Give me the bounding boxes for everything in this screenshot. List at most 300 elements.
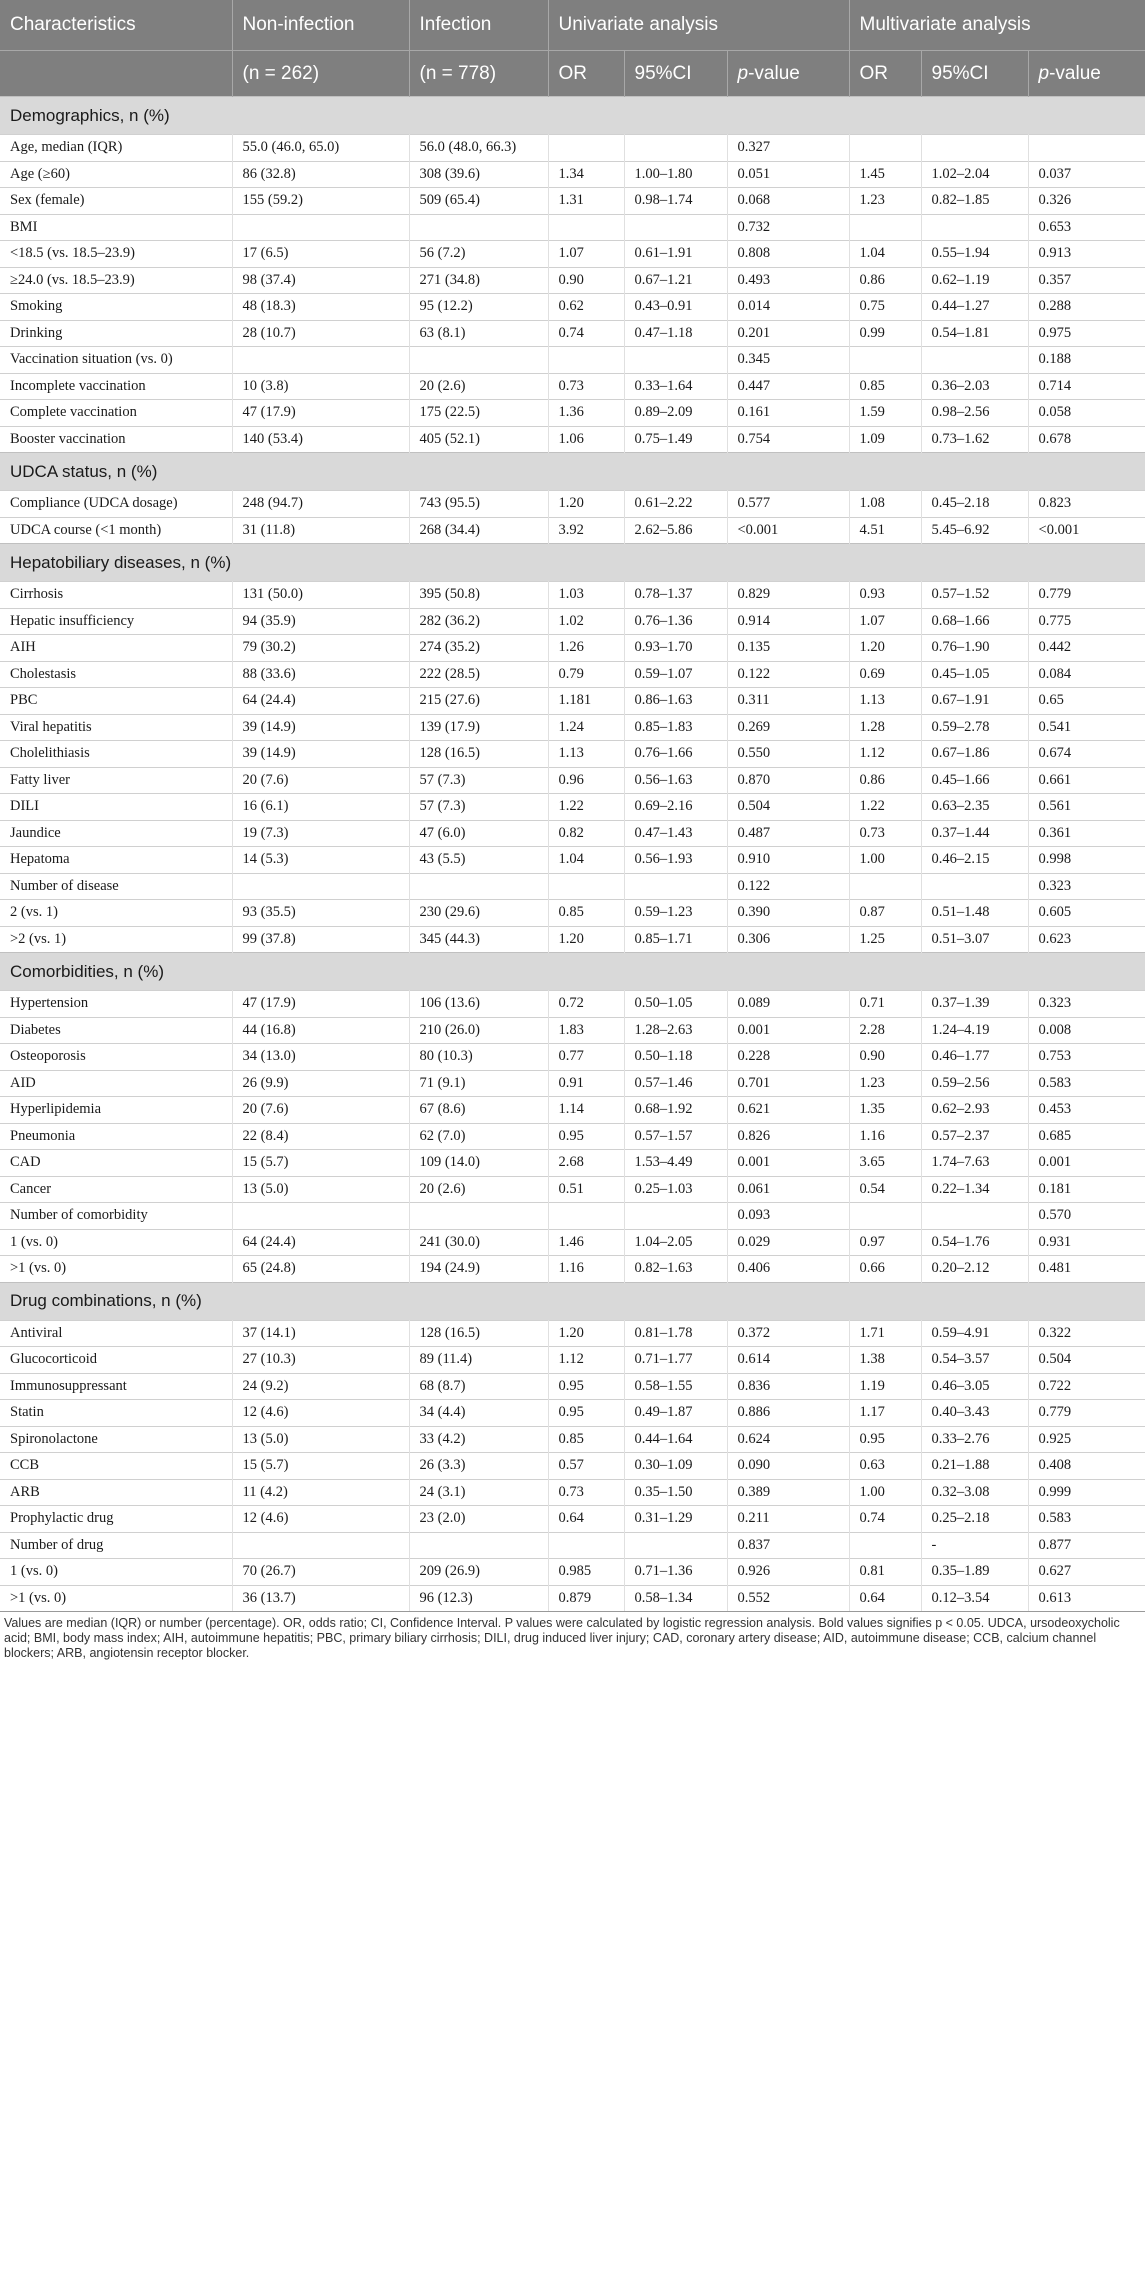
- cell-uni-ci: 0.86–1.63: [624, 688, 727, 715]
- cell-multi-ci: 0.62–2.93: [921, 1097, 1028, 1124]
- cell-non-infection: 140 (53.4): [232, 426, 409, 453]
- cell-uni-ci: 0.78–1.37: [624, 582, 727, 609]
- cell-uni-or: 0.85: [548, 1426, 624, 1453]
- cell-non-infection: 155 (59.2): [232, 188, 409, 215]
- cell-characteristic: CAD: [0, 1150, 232, 1177]
- cell-uni-or: [548, 135, 624, 162]
- cell-characteristic: Prophylactic drug: [0, 1506, 232, 1533]
- cell-multi-pvalue: 0.877: [1028, 1532, 1145, 1559]
- cell-uni-or: 1.16: [548, 1256, 624, 1283]
- cell-non-infection: 22 (8.4): [232, 1123, 409, 1150]
- table-row: [0, 1453, 1145, 1480]
- cell-multi-pvalue: 0.779: [1028, 1400, 1145, 1427]
- cell-multi-pvalue: 0.541: [1028, 714, 1145, 741]
- cell-multi-pvalue: 0.605: [1028, 900, 1145, 927]
- cell-infection: 509 (65.4): [409, 188, 548, 215]
- header-infection: Infection: [409, 0, 548, 51]
- cell-uni-ci: 0.58–1.34: [624, 1585, 727, 1611]
- cell-multi-ci: [921, 214, 1028, 241]
- cell-multi-pvalue: 0.653: [1028, 214, 1145, 241]
- cell-multi-or: 1.35: [849, 1097, 921, 1124]
- cell-non-infection: 10 (3.8): [232, 373, 409, 400]
- cell-multi-pvalue: 0.753: [1028, 1044, 1145, 1071]
- cell-uni-ci: 0.58–1.55: [624, 1373, 727, 1400]
- cell-non-infection: 17 (6.5): [232, 241, 409, 268]
- cell-uni-ci: 0.61–1.91: [624, 241, 727, 268]
- section-title: UDCA status, n (%): [0, 453, 1145, 491]
- cell-multi-ci: 0.82–1.85: [921, 188, 1028, 215]
- cell-multi-pvalue: 0.674: [1028, 741, 1145, 768]
- cell-non-infection: 34 (13.0): [232, 1044, 409, 1071]
- cell-multi-or: 1.45: [849, 161, 921, 188]
- cell-multi-ci: 0.46–3.05: [921, 1373, 1028, 1400]
- cell-multi-pvalue: 0.931: [1028, 1229, 1145, 1256]
- table-row: [0, 635, 1145, 662]
- cell-uni-or: 1.34: [548, 161, 624, 188]
- cell-uni-ci: 0.49–1.87: [624, 1400, 727, 1427]
- cell-multi-ci: 0.62–1.19: [921, 267, 1028, 294]
- cell-uni-or: 0.91: [548, 1070, 624, 1097]
- cell-characteristic: <18.5 (vs. 18.5–23.9): [0, 241, 232, 268]
- cell-multi-ci: 0.35–1.89: [921, 1559, 1028, 1586]
- table-row: [0, 1017, 1145, 1044]
- table-row: [0, 926, 1145, 953]
- section-header: [0, 544, 1145, 582]
- cell-characteristic: Complete vaccination: [0, 400, 232, 427]
- cell-uni-ci: [624, 135, 727, 162]
- cell-multi-ci: 0.37–1.44: [921, 820, 1028, 847]
- cell-uni-pvalue: 0.089: [727, 991, 849, 1018]
- cell-multi-ci: 0.67–1.86: [921, 741, 1028, 768]
- cell-uni-pvalue: 0.836: [727, 1373, 849, 1400]
- cell-multi-ci: 0.37–1.39: [921, 991, 1028, 1018]
- cell-multi-ci: 0.76–1.90: [921, 635, 1028, 662]
- cell-multi-or: 1.08: [849, 491, 921, 518]
- cell-uni-pvalue: 0.306: [727, 926, 849, 953]
- cell-multi-pvalue: 0.357: [1028, 267, 1145, 294]
- cell-multi-or: 1.71: [849, 1320, 921, 1347]
- cell-multi-ci: 0.21–1.88: [921, 1453, 1028, 1480]
- cell-multi-ci: 0.57–2.37: [921, 1123, 1028, 1150]
- cell-multi-or: 1.19: [849, 1373, 921, 1400]
- cell-uni-or: 1.07: [548, 241, 624, 268]
- cell-non-infection: 15 (5.7): [232, 1150, 409, 1177]
- cell-multi-pvalue: 0.181: [1028, 1176, 1145, 1203]
- cell-multi-ci: 0.20–2.12: [921, 1256, 1028, 1283]
- cell-multi-or: 1.09: [849, 426, 921, 453]
- cell-uni-ci: 0.93–1.70: [624, 635, 727, 662]
- cell-uni-ci: 1.53–4.49: [624, 1150, 727, 1177]
- cell-uni-or: 0.85: [548, 900, 624, 927]
- cell-multi-pvalue: 0.561: [1028, 794, 1145, 821]
- cell-multi-or: 0.95: [849, 1426, 921, 1453]
- cell-multi-pvalue: 0.583: [1028, 1070, 1145, 1097]
- cell-infection: 89 (11.4): [409, 1347, 548, 1374]
- cell-characteristic: Immunosuppressant: [0, 1373, 232, 1400]
- table-row: [0, 161, 1145, 188]
- table-row: [0, 847, 1145, 874]
- cell-multi-ci: 0.51–3.07: [921, 926, 1028, 953]
- cell-multi-or: 1.04: [849, 241, 921, 268]
- cell-multi-pvalue: 0.188: [1028, 347, 1145, 374]
- cell-uni-pvalue: 0.051: [727, 161, 849, 188]
- cell-multi-or: 1.38: [849, 1347, 921, 1374]
- cell-non-infection: 48 (18.3): [232, 294, 409, 321]
- cell-uni-pvalue: 0.269: [727, 714, 849, 741]
- cell-infection: 63 (8.1): [409, 320, 548, 347]
- cell-characteristic: CCB: [0, 1453, 232, 1480]
- cell-non-infection: 12 (4.6): [232, 1506, 409, 1533]
- cell-infection: 222 (28.5): [409, 661, 548, 688]
- cell-non-infection: [232, 873, 409, 900]
- cell-uni-pvalue: 0.577: [727, 491, 849, 518]
- cell-infection: 109 (14.0): [409, 1150, 548, 1177]
- cell-uni-or: 1.24: [548, 714, 624, 741]
- table-row: [0, 400, 1145, 427]
- cell-uni-ci: 0.33–1.64: [624, 373, 727, 400]
- cell-multi-pvalue: 0.323: [1028, 873, 1145, 900]
- table-body: [0, 97, 1145, 1612]
- cell-multi-ci: 0.54–1.76: [921, 1229, 1028, 1256]
- cell-multi-pvalue: 0.084: [1028, 661, 1145, 688]
- cell-uni-pvalue: 0.808: [727, 241, 849, 268]
- cell-multi-pvalue: 0.008: [1028, 1017, 1145, 1044]
- cell-uni-pvalue: 0.914: [727, 608, 849, 635]
- cell-non-infection: 88 (33.6): [232, 661, 409, 688]
- cell-characteristic: Age, median (IQR): [0, 135, 232, 162]
- cell-infection: 67 (8.6): [409, 1097, 548, 1124]
- cell-non-infection: 20 (7.6): [232, 767, 409, 794]
- cell-characteristic: Cholestasis: [0, 661, 232, 688]
- header-characteristics: Characteristics: [0, 0, 232, 51]
- table-row: [0, 491, 1145, 518]
- cell-uni-ci: 0.85–1.83: [624, 714, 727, 741]
- cell-uni-or: 0.73: [548, 1479, 624, 1506]
- cell-infection: 33 (4.2): [409, 1426, 548, 1453]
- cell-multi-ci: 0.46–1.77: [921, 1044, 1028, 1071]
- header-uni-ci: 95%CI: [624, 51, 727, 97]
- cell-multi-or: 2.28: [849, 1017, 921, 1044]
- cell-non-infection: 64 (24.4): [232, 1229, 409, 1256]
- cell-uni-pvalue: 0.389: [727, 1479, 849, 1506]
- cell-multi-or: 3.65: [849, 1150, 921, 1177]
- cell-characteristic: DILI: [0, 794, 232, 821]
- cell-uni-or: 1.36: [548, 400, 624, 427]
- cell-multi-or: 0.97: [849, 1229, 921, 1256]
- cell-multi-ci: 0.57–1.52: [921, 582, 1028, 609]
- cell-uni-ci: 0.30–1.09: [624, 1453, 727, 1480]
- cell-non-infection: 27 (10.3): [232, 1347, 409, 1374]
- cell-uni-pvalue: 0.327: [727, 135, 849, 162]
- section-header: [0, 1282, 1145, 1320]
- cell-uni-ci: 0.47–1.43: [624, 820, 727, 847]
- cell-multi-ci: [921, 347, 1028, 374]
- cell-uni-or: 1.14: [548, 1097, 624, 1124]
- cell-uni-ci: 0.56–1.63: [624, 767, 727, 794]
- cell-infection: 271 (34.8): [409, 267, 548, 294]
- cell-multi-ci: 0.32–3.08: [921, 1479, 1028, 1506]
- cell-multi-or: 0.75: [849, 294, 921, 321]
- cell-non-infection: 13 (5.0): [232, 1176, 409, 1203]
- cell-uni-pvalue: 0.829: [727, 582, 849, 609]
- table-row: [0, 900, 1145, 927]
- table-row: [0, 1559, 1145, 1586]
- cell-characteristic: Hepatic insufficiency: [0, 608, 232, 635]
- cell-uni-pvalue: 0.504: [727, 794, 849, 821]
- cell-infection: 128 (16.5): [409, 1320, 548, 1347]
- cell-infection: 194 (24.9): [409, 1256, 548, 1283]
- cell-multi-or: 4.51: [849, 517, 921, 544]
- cell-multi-or: 0.66: [849, 1256, 921, 1283]
- cell-multi-pvalue: 0.504: [1028, 1347, 1145, 1374]
- table-row: [0, 1532, 1145, 1559]
- cell-uni-ci: 0.57–1.57: [624, 1123, 727, 1150]
- cell-uni-or: 3.92: [548, 517, 624, 544]
- cell-uni-pvalue: 0.001: [727, 1017, 849, 1044]
- cell-multi-ci: 0.40–3.43: [921, 1400, 1028, 1427]
- header-univariate: Univariate analysis: [548, 0, 849, 51]
- cell-multi-ci: 0.59–2.56: [921, 1070, 1028, 1097]
- cell-infection: 43 (5.5): [409, 847, 548, 874]
- table-header: [0, 0, 1145, 97]
- cell-uni-pvalue: 0.552: [727, 1585, 849, 1611]
- cell-uni-ci: 0.56–1.93: [624, 847, 727, 874]
- cell-multi-ci: 0.44–1.27: [921, 294, 1028, 321]
- cell-uni-ci: [624, 1532, 727, 1559]
- cell-uni-ci: 0.35–1.50: [624, 1479, 727, 1506]
- cell-multi-or: 0.87: [849, 900, 921, 927]
- cell-multi-pvalue: 0.361: [1028, 820, 1145, 847]
- cell-multi-ci: [921, 873, 1028, 900]
- cell-multi-or: 1.07: [849, 608, 921, 635]
- cell-uni-or: 1.22: [548, 794, 624, 821]
- cell-multi-ci: 5.45–6.92: [921, 517, 1028, 544]
- cell-infection: 20 (2.6): [409, 373, 548, 400]
- cell-infection: 175 (22.5): [409, 400, 548, 427]
- cell-multi-ci: 0.25–2.18: [921, 1506, 1028, 1533]
- table-row: [0, 214, 1145, 241]
- cell-non-infection: 44 (16.8): [232, 1017, 409, 1044]
- cell-uni-ci: 0.98–1.74: [624, 188, 727, 215]
- cell-characteristic: Pneumonia: [0, 1123, 232, 1150]
- cell-non-infection: 15 (5.7): [232, 1453, 409, 1480]
- cell-non-infection: 70 (26.7): [232, 1559, 409, 1586]
- cell-multi-or: 1.59: [849, 400, 921, 427]
- table-row: [0, 241, 1145, 268]
- cell-multi-pvalue: 0.408: [1028, 1453, 1145, 1480]
- cell-uni-pvalue: 0.926: [727, 1559, 849, 1586]
- cell-non-infection: [232, 1532, 409, 1559]
- cell-multi-or: 1.00: [849, 847, 921, 874]
- cell-infection: 128 (16.5): [409, 741, 548, 768]
- cell-multi-ci: 0.45–1.66: [921, 767, 1028, 794]
- cell-infection: 23 (2.0): [409, 1506, 548, 1533]
- cell-infection: [409, 214, 548, 241]
- table-row: [0, 1373, 1145, 1400]
- cell-multi-or: 1.28: [849, 714, 921, 741]
- cell-multi-ci: 0.67–1.91: [921, 688, 1028, 715]
- cell-uni-pvalue: 0.754: [727, 426, 849, 453]
- cell-multi-ci: 0.36–2.03: [921, 373, 1028, 400]
- cell-uni-ci: 0.43–0.91: [624, 294, 727, 321]
- table-row: [0, 1426, 1145, 1453]
- cell-multi-or: [849, 873, 921, 900]
- cell-uni-or: 1.03: [548, 582, 624, 609]
- cell-uni-pvalue: <0.001: [727, 517, 849, 544]
- cell-uni-pvalue: 0.372: [727, 1320, 849, 1347]
- cell-characteristic: Hyperlipidemia: [0, 1097, 232, 1124]
- section-header: [0, 453, 1145, 491]
- cell-multi-or: 0.93: [849, 582, 921, 609]
- cell-uni-pvalue: 0.122: [727, 661, 849, 688]
- table-row: [0, 1097, 1145, 1124]
- cell-uni-or: [548, 214, 624, 241]
- cell-uni-or: [548, 1532, 624, 1559]
- cell-multi-or: [849, 214, 921, 241]
- cell-multi-pvalue: [1028, 135, 1145, 162]
- cell-characteristic: Cholelithiasis: [0, 741, 232, 768]
- table-row: [0, 1400, 1145, 1427]
- cell-multi-pvalue: 0.583: [1028, 1506, 1145, 1533]
- table-row: [0, 820, 1145, 847]
- table-row: [0, 1203, 1145, 1230]
- cell-non-infection: 55.0 (46.0, 65.0): [232, 135, 409, 162]
- cell-uni-pvalue: 0.161: [727, 400, 849, 427]
- cell-multi-ci: 0.55–1.94: [921, 241, 1028, 268]
- cell-multi-pvalue: 0.058: [1028, 400, 1145, 427]
- cell-multi-or: 0.73: [849, 820, 921, 847]
- cell-characteristic: ARB: [0, 1479, 232, 1506]
- cell-uni-ci: 0.85–1.71: [624, 926, 727, 953]
- header-row-1: [0, 0, 1145, 51]
- cell-infection: 47 (6.0): [409, 820, 548, 847]
- cell-non-infection: 94 (35.9): [232, 608, 409, 635]
- header-non-infection: Non-infection: [232, 0, 409, 51]
- table-row: [0, 767, 1145, 794]
- cell-non-infection: 98 (37.4): [232, 267, 409, 294]
- cell-infection: 282 (36.2): [409, 608, 548, 635]
- cell-multi-ci: -: [921, 1532, 1028, 1559]
- cell-multi-or: 1.16: [849, 1123, 921, 1150]
- cell-non-infection: 64 (24.4): [232, 688, 409, 715]
- section-title: Comorbidities, n (%): [0, 953, 1145, 991]
- cell-non-infection: 99 (37.8): [232, 926, 409, 953]
- cell-characteristic: PBC: [0, 688, 232, 715]
- cell-multi-ci: 0.59–4.91: [921, 1320, 1028, 1347]
- cell-multi-pvalue: 0.779: [1028, 582, 1145, 609]
- cell-multi-ci: 0.98–2.56: [921, 400, 1028, 427]
- cell-multi-ci: 0.54–1.81: [921, 320, 1028, 347]
- cell-uni-pvalue: 0.493: [727, 267, 849, 294]
- cell-multi-ci: [921, 1203, 1028, 1230]
- table-row: [0, 873, 1145, 900]
- cell-uni-ci: [624, 1203, 727, 1230]
- cell-characteristic: Number of disease: [0, 873, 232, 900]
- cell-multi-pvalue: 0.481: [1028, 1256, 1145, 1283]
- cell-uni-pvalue: 0.870: [727, 767, 849, 794]
- table-row: [0, 1479, 1145, 1506]
- table-row: [0, 1585, 1145, 1611]
- header-n-non-infection: (n = 262): [232, 51, 409, 97]
- cell-infection: 56 (7.2): [409, 241, 548, 268]
- cell-uni-ci: 2.62–5.86: [624, 517, 727, 544]
- cell-uni-or: 1.46: [548, 1229, 624, 1256]
- cell-uni-or: 1.12: [548, 1347, 624, 1374]
- cell-uni-ci: 0.75–1.49: [624, 426, 727, 453]
- cell-non-infection: [232, 214, 409, 241]
- table-row: [0, 1044, 1145, 1071]
- section-header: [0, 953, 1145, 991]
- cell-non-infection: 13 (5.0): [232, 1426, 409, 1453]
- cell-multi-pvalue: 0.037: [1028, 161, 1145, 188]
- cell-infection: 139 (17.9): [409, 714, 548, 741]
- cell-multi-or: 0.64: [849, 1585, 921, 1611]
- cell-characteristic: Drinking: [0, 320, 232, 347]
- cell-infection: [409, 347, 548, 374]
- cell-multi-or: 0.74: [849, 1506, 921, 1533]
- cell-multi-or: 0.81: [849, 1559, 921, 1586]
- cell-multi-or: 0.63: [849, 1453, 921, 1480]
- section-title: Hepatobiliary diseases, n (%): [0, 544, 1145, 582]
- cell-uni-ci: [624, 214, 727, 241]
- cell-uni-ci: 0.57–1.46: [624, 1070, 727, 1097]
- section-title: Demographics, n (%): [0, 97, 1145, 135]
- cell-characteristic: Osteoporosis: [0, 1044, 232, 1071]
- cell-uni-or: 0.57: [548, 1453, 624, 1480]
- cell-uni-or: 1.20: [548, 491, 624, 518]
- cell-uni-or: 1.06: [548, 426, 624, 453]
- cell-multi-pvalue: 0.323: [1028, 991, 1145, 1018]
- table-row: [0, 426, 1145, 453]
- cell-infection: 80 (10.3): [409, 1044, 548, 1071]
- cell-multi-ci: 0.33–2.76: [921, 1426, 1028, 1453]
- cell-uni-ci: 0.67–1.21: [624, 267, 727, 294]
- cell-uni-or: 1.02: [548, 608, 624, 635]
- cell-uni-ci: 0.71–1.77: [624, 1347, 727, 1374]
- cell-uni-or: 0.95: [548, 1123, 624, 1150]
- cell-non-infection: 19 (7.3): [232, 820, 409, 847]
- cell-characteristic: Sex (female): [0, 188, 232, 215]
- cell-multi-ci: 0.45–2.18: [921, 491, 1028, 518]
- table-row: [0, 1123, 1145, 1150]
- cell-infection: 57 (7.3): [409, 767, 548, 794]
- cell-uni-ci: [624, 347, 727, 374]
- cell-non-infection: 47 (17.9): [232, 400, 409, 427]
- cell-infection: 68 (8.7): [409, 1373, 548, 1400]
- cell-multi-ci: 0.63–2.35: [921, 794, 1028, 821]
- cell-characteristic: Diabetes: [0, 1017, 232, 1044]
- cell-uni-or: 0.95: [548, 1400, 624, 1427]
- cell-uni-or: [548, 873, 624, 900]
- header-empty-cell: [0, 51, 232, 97]
- cell-characteristic: Compliance (UDCA dosage): [0, 491, 232, 518]
- cell-characteristic: Viral hepatitis: [0, 714, 232, 741]
- cell-characteristic: Vaccination situation (vs. 0): [0, 347, 232, 374]
- cell-non-infection: 16 (6.1): [232, 794, 409, 821]
- cell-multi-or: 1.12: [849, 741, 921, 768]
- cell-characteristic: Jaundice: [0, 820, 232, 847]
- cell-multi-pvalue: 0.714: [1028, 373, 1145, 400]
- cell-characteristic: Number of comorbidity: [0, 1203, 232, 1230]
- cell-multi-pvalue: 0.678: [1028, 426, 1145, 453]
- cell-non-infection: 36 (13.7): [232, 1585, 409, 1611]
- cell-multi-pvalue: 0.288: [1028, 294, 1145, 321]
- cell-uni-pvalue: 0.826: [727, 1123, 849, 1150]
- cell-multi-ci: 0.73–1.62: [921, 426, 1028, 453]
- cell-characteristic: AID: [0, 1070, 232, 1097]
- cell-uni-ci: 1.28–2.63: [624, 1017, 727, 1044]
- cell-multi-pvalue: 0.998: [1028, 847, 1145, 874]
